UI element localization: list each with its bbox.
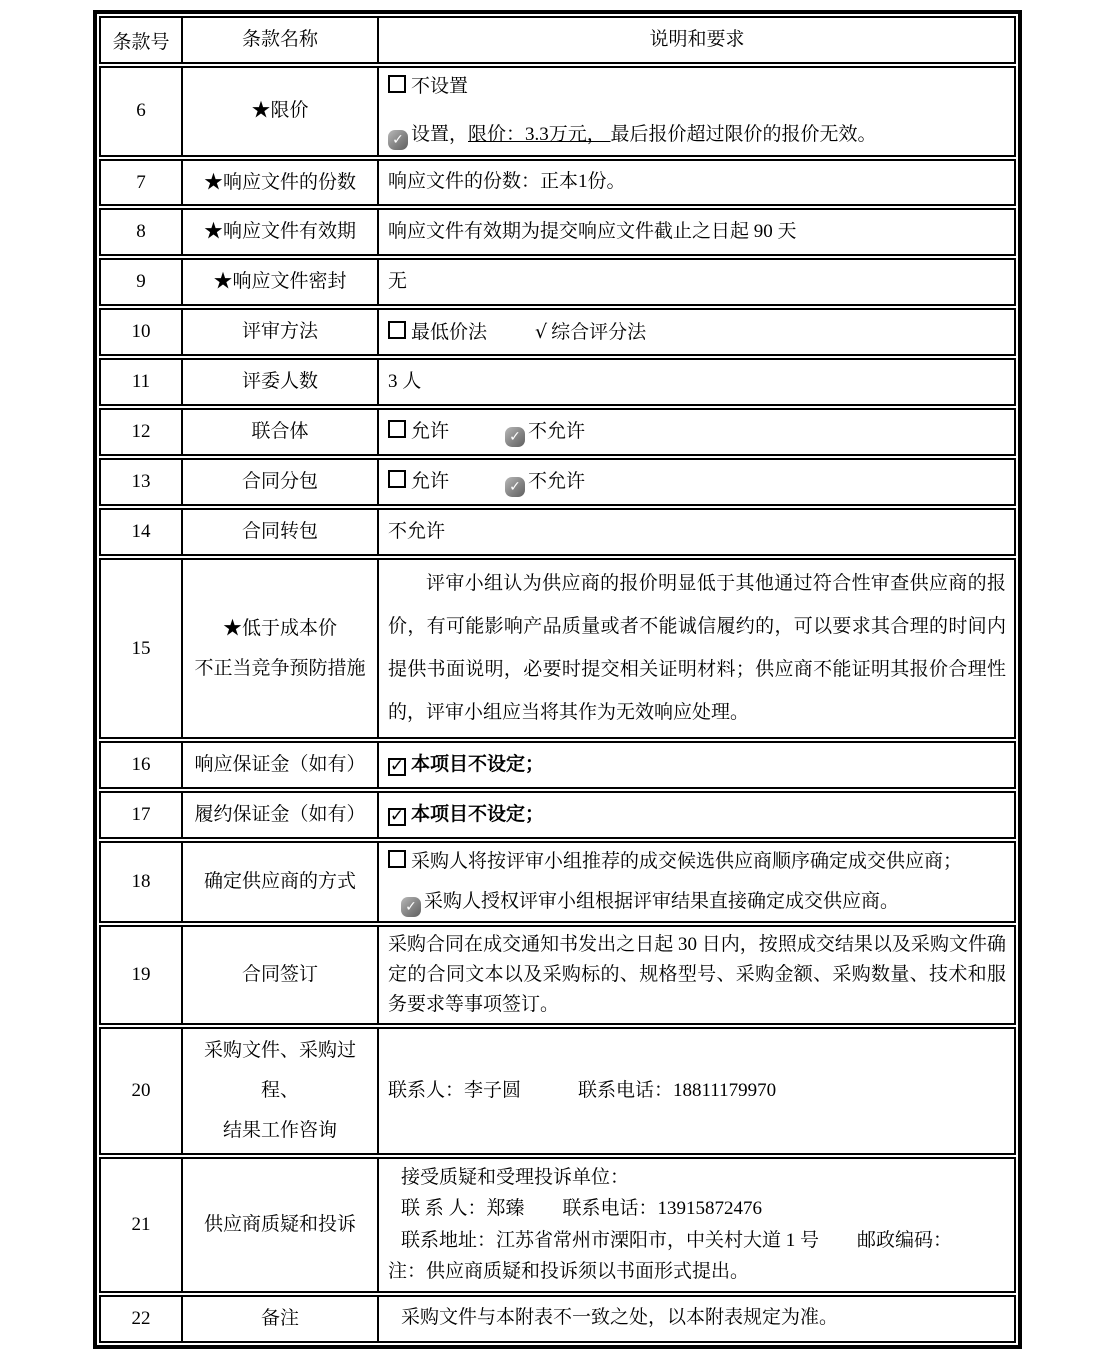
selected-option: [505, 470, 586, 495]
check-glyph: ✓: [389, 756, 405, 777]
option-label: 最低价法: [411, 321, 488, 343]
table-row-9: [99, 258, 1016, 306]
clause-number: 10: [131, 321, 151, 343]
clause-description: [379, 560, 1014, 738]
clause-name: ★响应文件的份数: [181, 161, 379, 205]
conditions-table: [93, 10, 1022, 1349]
clause-description: [379, 1159, 1014, 1291]
option-label: 本项目不设定；: [411, 754, 545, 776]
clause-description: [379, 743, 1014, 787]
clause-number: 16: [131, 754, 151, 776]
option-line: [388, 749, 1006, 781]
clause-description: [379, 843, 1014, 921]
check-glyph: ✓: [509, 478, 521, 495]
clause-description: 无: [388, 271, 408, 293]
table-row-10: [99, 308, 1016, 356]
clause-description: [379, 927, 1014, 1023]
selected-option: [535, 322, 646, 343]
table-row-7: [99, 159, 1016, 207]
clause-name-line: 不正当竞争预防措施: [194, 657, 366, 679]
clause-number: 20: [131, 1079, 151, 1101]
clause-number: 7: [136, 171, 146, 193]
clause-name: [181, 560, 379, 738]
checkbox-unchecked-icon: [388, 420, 406, 438]
checkbox-unchecked-icon: [388, 850, 406, 868]
table-row-8: [99, 208, 1016, 256]
clause-name: 备注: [181, 1297, 379, 1341]
option-line: [388, 316, 1006, 349]
table-row-11: [99, 358, 1016, 406]
clause-description: [379, 310, 1014, 354]
clause-description: [379, 410, 1014, 454]
check-glyph: ✓: [389, 806, 405, 827]
table-header-row: [99, 16, 1016, 64]
option-label: 不允许: [528, 470, 586, 492]
clause-name-line: 结果工作咨询: [222, 1119, 337, 1141]
option-line: [388, 119, 1006, 151]
clause-paragraph: 评审小组认为供应商的报价明显低于其他通过符合性审查供应商的报价，有可能影响产品质量或者不能诚信履约的，可以要求其合理的时间内提供书面说明，必要时提交相关证明材料；供应商不能证明其报价合理性的，评审小组应当将其作为无效响应处理。: [388, 572, 1006, 723]
checkbox-checked-icon: [505, 427, 525, 447]
option-label: 允许: [411, 470, 450, 492]
clause-number: 22: [131, 1307, 151, 1329]
clause-number: 9: [136, 271, 146, 293]
clause-number: 21: [131, 1213, 151, 1235]
clause-description: [379, 793, 1014, 837]
note-line: 注：供应商质疑和投诉须以书面形式提出。: [388, 1261, 750, 1283]
clause-name: 评委人数: [181, 360, 379, 404]
check-mark: √: [535, 320, 548, 343]
price-limit-value: 限价：3.3万元，: [468, 124, 611, 146]
clause-name: ★响应文件密封: [181, 260, 379, 304]
table-row-13: [99, 458, 1016, 506]
clause-name: 联合体: [181, 410, 379, 454]
option-line: [388, 71, 1006, 103]
clause-name-line: 采购文件、采购过程、: [203, 1039, 356, 1101]
clause-description: 响应文件有效期为提交响应文件截止之日起 90 天: [388, 221, 797, 243]
clause-description: [379, 68, 1014, 155]
table-row-14: [99, 508, 1016, 556]
clause-paragraph: 采购合同在成交通知书发出之日起 30 日内，按照成交结果以及采购文件确定的合同文本以及采购标的、规格型号、采购金额、采购数量、技术和服务要求等事项签订。: [388, 933, 1006, 1015]
header-description: 说明和要求: [649, 28, 745, 50]
option-line: [388, 886, 1006, 918]
option-label: 本项目不设定；: [411, 804, 545, 826]
table-row-17: [99, 791, 1016, 839]
checkbox-unchecked-icon: [388, 75, 406, 93]
option-label: 最后报价超过限价的报价无效。: [610, 124, 877, 146]
clause-name: ★响应文件有效期: [181, 210, 379, 254]
option-label: 不允许: [528, 420, 586, 442]
option-label: 采购人授权评审小组根据评审结果直接确定成交供应商。: [424, 890, 900, 912]
clause-number: 13: [131, 470, 151, 492]
clause-number: 12: [131, 420, 151, 442]
clause-name: ★限价: [181, 68, 379, 155]
clause-number: 8: [136, 221, 146, 243]
table-row-15: [99, 558, 1016, 740]
header-clause-name: 条款名称: [181, 18, 379, 62]
table-row-16: [99, 741, 1016, 789]
contact-line: 联 系 人：郑臻 联系电话：13915872476: [401, 1198, 763, 1220]
table-row-22: [99, 1295, 1016, 1343]
option-label: 不设置: [411, 76, 469, 97]
table-row-20: [99, 1027, 1016, 1155]
option-label: 采购人将按评审小组推荐的成交候选供应商顺序确定成交供应商；: [411, 851, 963, 873]
clause-number: 19: [131, 963, 151, 985]
checkbox-unchecked-icon: [388, 321, 406, 339]
clause-number: 11: [131, 371, 151, 393]
header-clause-number: 条款号: [112, 31, 170, 53]
clause-name: 供应商质疑和投诉: [181, 1159, 379, 1291]
table-row-6: [99, 66, 1016, 157]
table-row-21: [99, 1157, 1016, 1293]
clause-paragraph: 采购文件与本附表不一致之处，以本附表规定为准。: [401, 1307, 839, 1329]
clause-description: [379, 1297, 1014, 1341]
checkbox-checked-icon: [401, 897, 421, 917]
clause-number: 15: [131, 637, 151, 659]
option-line: [388, 846, 1006, 878]
clause-name: 响应保证金（如有）: [181, 743, 379, 787]
option-label: 综合评分法: [551, 321, 647, 343]
checkbox-checked-icon: [505, 477, 525, 497]
contact-line: 联系地址：江苏省常州市溧阳市，中关村大道 1 号 邮政编码：: [401, 1229, 953, 1251]
clause-description: 响应文件的份数：正本1份。: [388, 171, 626, 193]
checkbox-unchecked-icon: [388, 470, 406, 488]
checkbox-checked-icon: [388, 130, 408, 150]
selected-option: [505, 420, 586, 445]
option-label: 设置，: [411, 124, 469, 146]
clause-description: [379, 460, 1014, 504]
option-line: [388, 799, 1006, 831]
ballot-checked-icon: [388, 758, 406, 776]
clause-name: 确定供应商的方式: [181, 843, 379, 921]
table-row-19: [99, 925, 1016, 1025]
clause-description: 3 人: [388, 370, 422, 392]
clause-number: 17: [131, 804, 151, 826]
clause-number: 6: [136, 100, 146, 122]
clause-name: 评审方法: [181, 310, 379, 354]
ballot-checked-icon: [388, 808, 406, 826]
clause-number: 14: [131, 520, 151, 542]
clause-description: 联系人：李子圆 联系电话：18811179970: [388, 1079, 777, 1101]
table-row-12: [99, 408, 1016, 456]
clause-name: 合同签订: [181, 927, 379, 1023]
clause-name: 合同分包: [181, 460, 379, 504]
clause-name: 履约保证金（如有）: [181, 793, 379, 837]
check-glyph: ✓: [405, 898, 417, 915]
check-glyph: ✓: [509, 428, 521, 445]
option-label: 允许: [411, 420, 450, 442]
table-row-18: [99, 841, 1016, 923]
check-glyph: ✓: [392, 132, 404, 149]
clause-description: 不允许: [388, 520, 446, 542]
option-line: [388, 416, 1006, 448]
option-line: [388, 466, 1006, 498]
clause-name: 合同转包: [181, 510, 379, 554]
clause-number: 18: [131, 871, 151, 893]
clause-name: [181, 1029, 379, 1153]
contact-line: 接受质疑和受理投诉单位：: [401, 1166, 630, 1188]
clause-name-line: ★低于成本价: [222, 617, 337, 639]
